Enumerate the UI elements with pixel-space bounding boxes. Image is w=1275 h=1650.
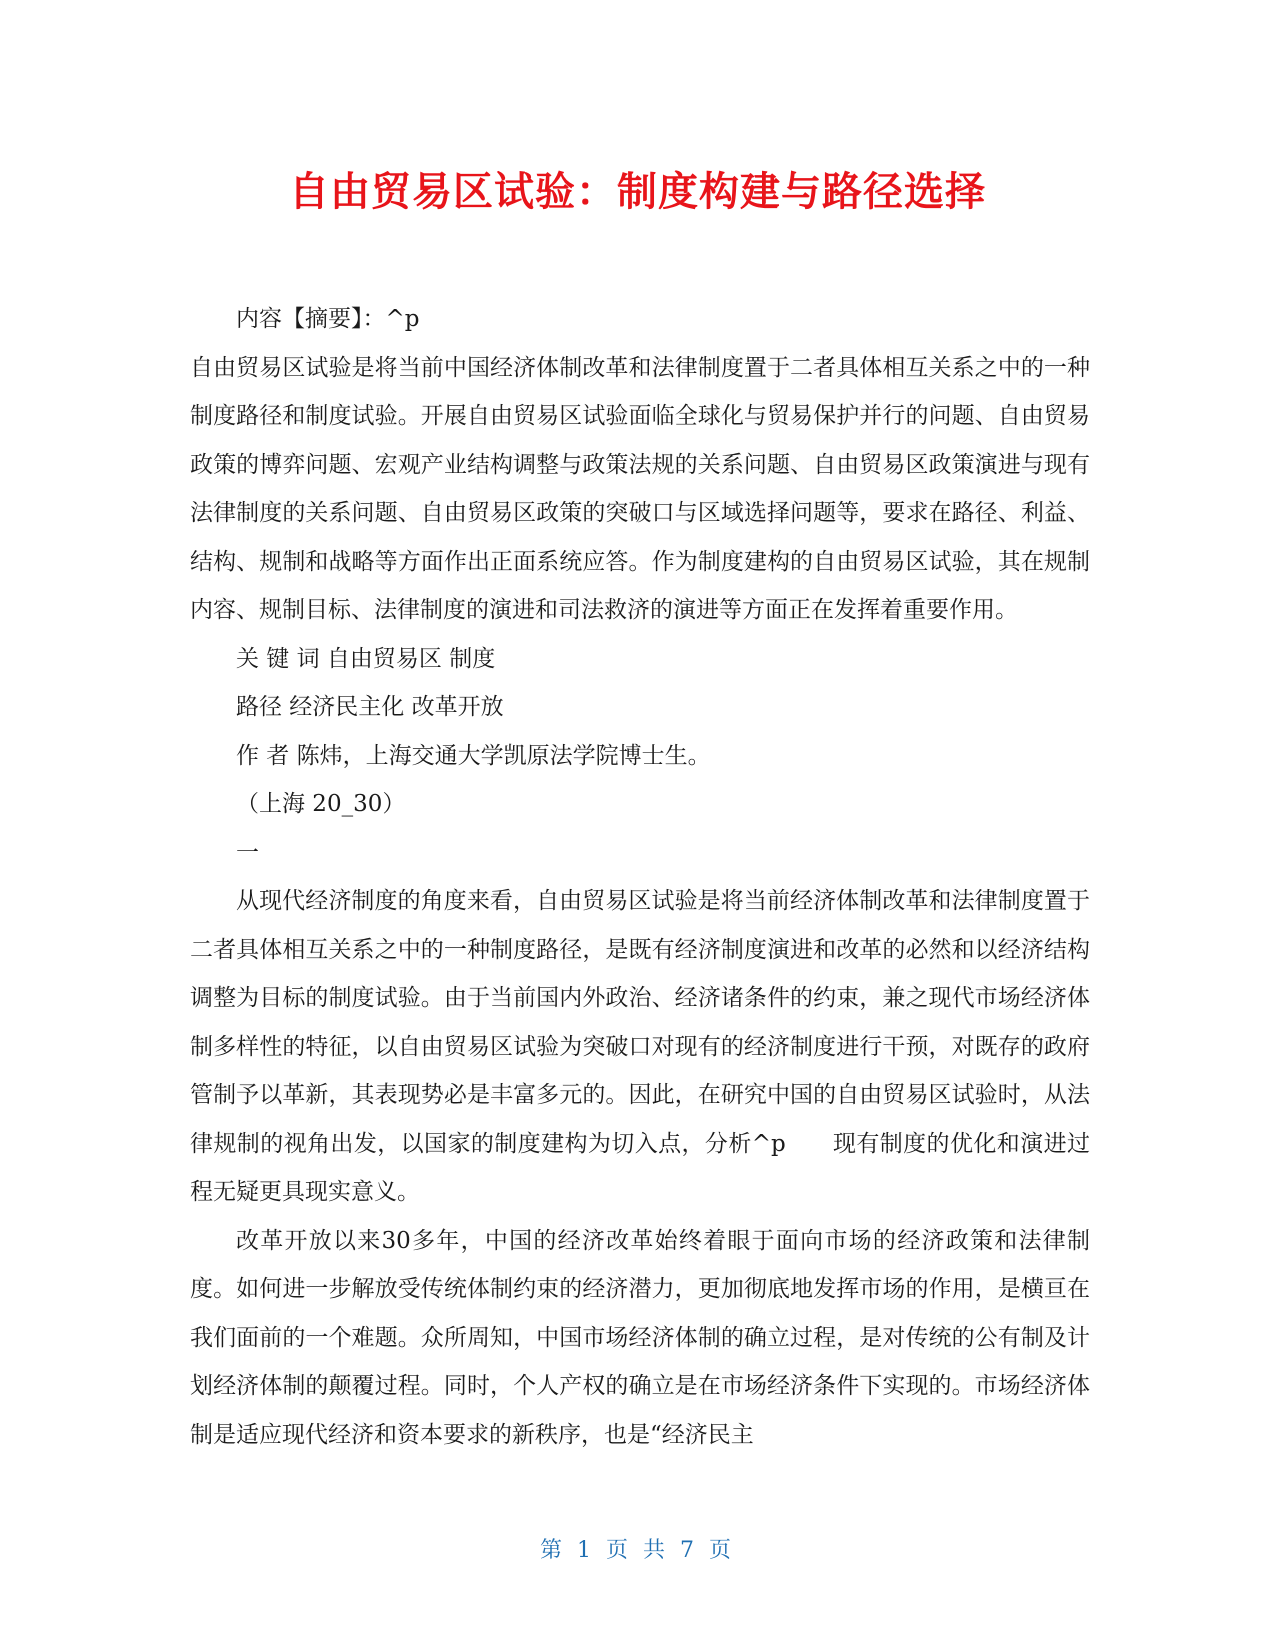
- location-line: （上海 20_30）: [236, 791, 406, 817]
- abstract-text: 自由贸易区试验是将当前中国经济体制改革和法律制度置于二者具体相互关系之中的一种制度路径和制度试验。开展自由贸易区试验面临全球化与贸易保护并行的问题、自由贸易政策的博弈问题、宏观产业结构调整与政策法规的关系问题、自由贸易区政策演进与现有法律制度的关系问题、自由贸易区政策的突破口与区域选择问题等，要求在路径、利益、结构、规制和战略等方面作出正面系统应答。作为制度建构的自由贸易区试验，其在规制内容、规制目标、法律制度的演进和司法救济的演进等方面正在发挥着重要作用。: [190, 354, 1090, 623]
- author-line: 作 者 陈炜，上海交通大学凯原法学院博士生。: [236, 742, 711, 769]
- document-title: 自由贸易区试验：制度构建与路径选择: [289, 169, 986, 215]
- keywords-line-1: 关 键 词 自由贸易区 制度: [236, 645, 496, 672]
- paragraph-2: 改革开放以来30多年，中国的经济改革始终着眼于面向市场的经济政策和法律制度。如何进一步解放受传统体制约束的经济潜力，更加彻底地发挥市场的作用，是横亘在我们面前的一个难题。众所周知，中国市场经济体制的确立过程，是对传统的公有制及计划经济体制的颠覆过程。同时，个人产权的确立是在市场经济条件下实现的。市场经济体制是适应现代经济和资本要求的新秩序，也是“经济民主: [190, 1227, 1090, 1448]
- keywords-line-2: 路径 经济民主化 改革开放: [236, 694, 504, 720]
- abstract-label: 内容【摘要】：^p: [236, 306, 420, 332]
- section-marker: 一: [236, 839, 259, 866]
- paragraph-1: 从现代经济制度的角度来看，自由贸易区试验是将当前经济体制改革和法律制度置于二者具体相互关系之中的一种制度路径，是既有经济制度演进和改革的必然和以经济结构调整为目标的制度试验。由于当前国内外政治、经济诸条件的约束，兼之现代市场经济体制多样性的特征，以自由贸易区试验为突破口对现有的经济制度进行干预，对既存的政府管制予以革新，其表现势必是丰富多元的。因此，在研究中国的自由贸易区试验时，从法律规制的视角出发，以国家的制度建构为切入点，分析^p 现有制度的优化和演进过程无疑更具现实意义。: [190, 888, 1090, 1205]
- page-indicator: 第 1 页 共 7 页: [540, 1538, 735, 1563]
- document-body: [190, 295, 1090, 1459]
